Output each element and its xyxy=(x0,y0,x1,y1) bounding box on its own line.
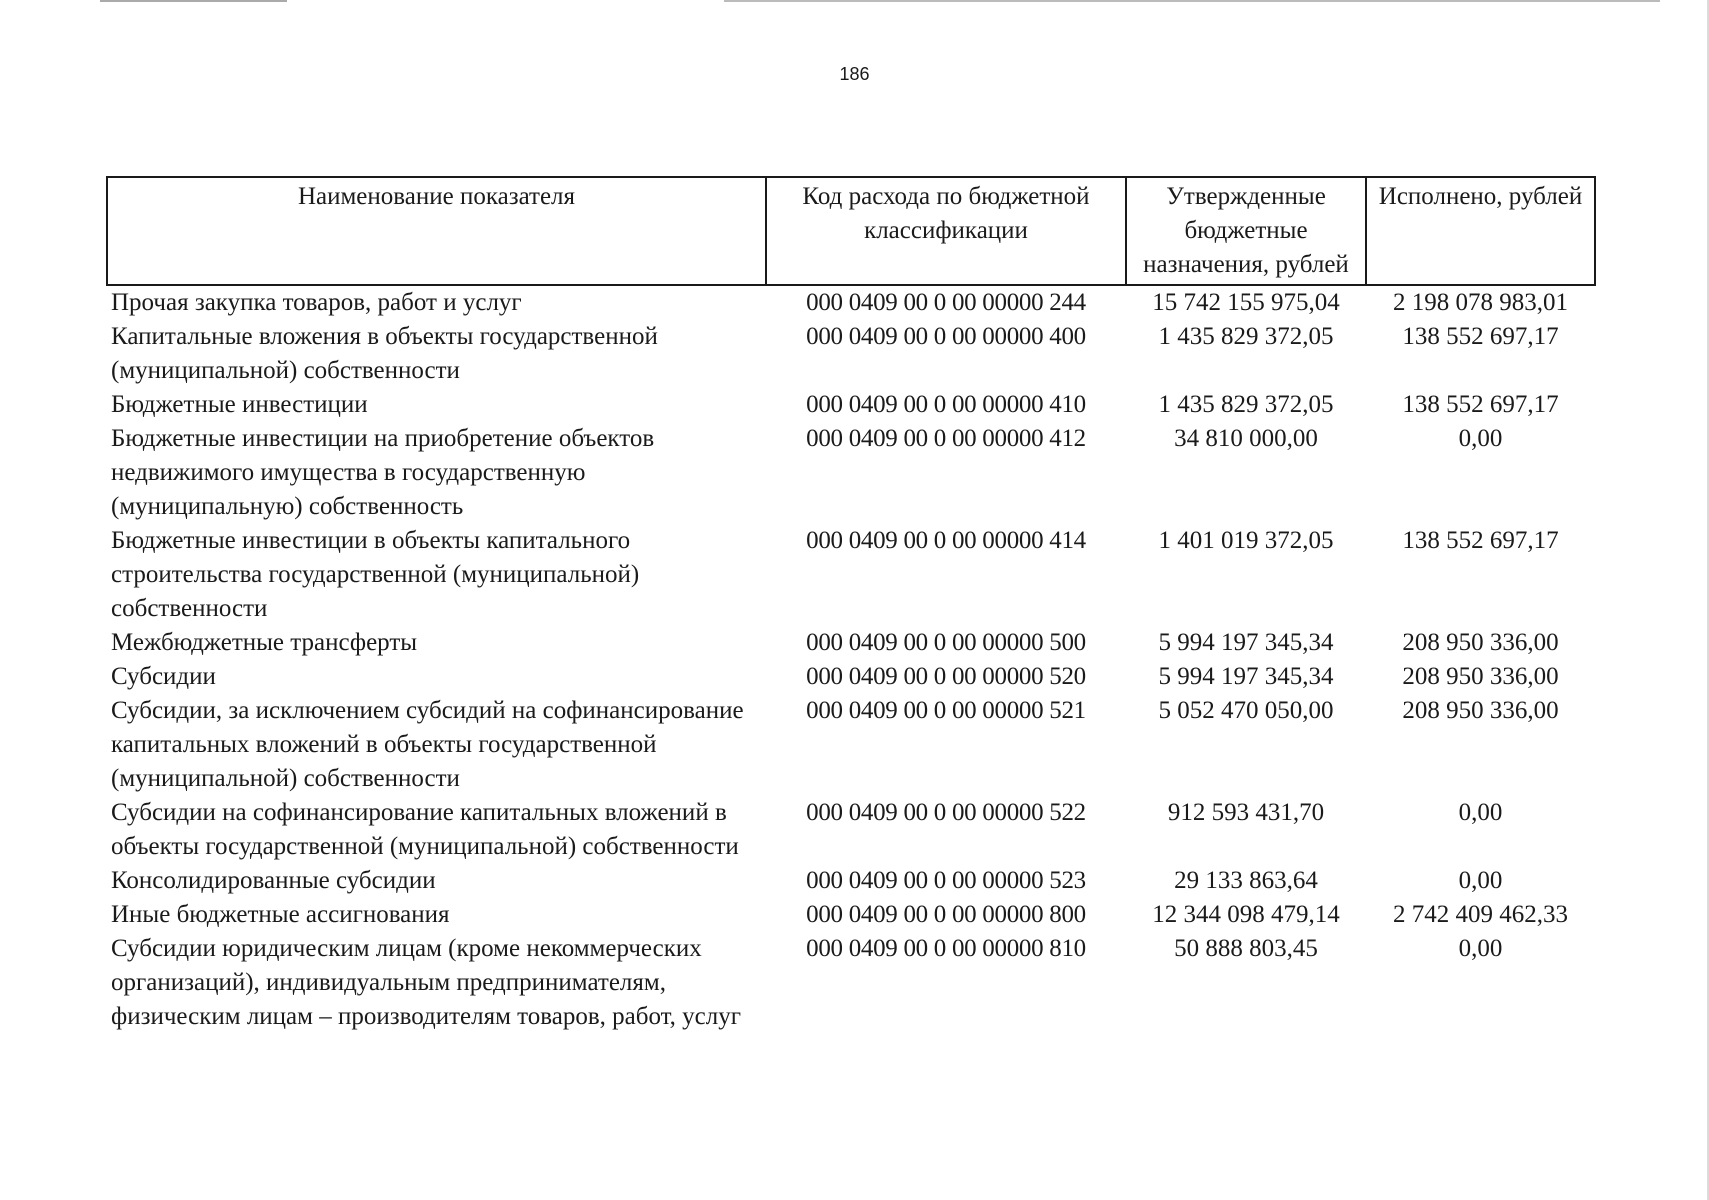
row-name: Консолидированные субсидии xyxy=(111,867,436,894)
row-code: 000 0409 00 0 00 00000 810 xyxy=(806,935,1086,962)
scan-edge-top xyxy=(100,0,1660,2)
row-approved: 12 344 098 479,14 xyxy=(1152,901,1340,928)
header-code: Код расхода по бюджетной классификации xyxy=(766,177,1126,285)
row-name: Межбюджетные трансферты xyxy=(111,629,418,656)
row-approved: 1 435 829 372,05 xyxy=(1158,391,1334,418)
header-executed: Исполнено, рублей xyxy=(1366,177,1595,285)
page-number: 186 xyxy=(839,64,870,84)
row-name: Субсидии юридическим лицам (кроме некоммерческих организаций), индивидуальным предпринимателям, физическим лицам – производителям товаров, работ, услуг xyxy=(111,935,742,1030)
row-code: 000 0409 00 0 00 00000 520 xyxy=(806,663,1086,690)
table-row xyxy=(107,932,1595,1034)
row-code: 000 0409 00 0 00 00000 412 xyxy=(806,425,1086,452)
table-body xyxy=(107,285,1595,1034)
row-code: 000 0409 00 0 00 00000 410 xyxy=(806,391,1086,418)
row-name: Иные бюджетные ассигнования xyxy=(111,901,450,928)
table-row xyxy=(107,422,1595,524)
header-row xyxy=(107,177,1595,285)
row-approved: 50 888 803,45 xyxy=(1174,935,1318,962)
row-executed: 138 552 697,17 xyxy=(1402,527,1559,554)
row-executed: 0,00 xyxy=(1458,799,1503,826)
table-row xyxy=(107,388,1595,422)
row-approved: 1 435 829 372,05 xyxy=(1158,323,1334,350)
row-executed: 0,00 xyxy=(1458,867,1503,894)
row-approved: 5 052 470 050,00 xyxy=(1158,697,1334,724)
row-code: 000 0409 00 0 00 00000 521 xyxy=(806,697,1086,724)
row-executed: 208 950 336,00 xyxy=(1402,663,1559,690)
row-name: Капитальные вложения в объекты государственной (муниципальной) собственности xyxy=(111,323,658,384)
table-row xyxy=(107,796,1595,864)
row-name: Субсидии, за исключением субсидий на софинансирование капитальных вложений в объекты государственной (муниципальной) собственности xyxy=(111,697,744,792)
row-code: 000 0409 00 0 00 00000 414 xyxy=(806,527,1086,554)
row-approved: 5 994 197 345,34 xyxy=(1158,629,1334,656)
row-code: 000 0409 00 0 00 00000 500 xyxy=(806,629,1086,656)
row-name: Бюджетные инвестиции xyxy=(111,391,368,418)
table-header xyxy=(107,177,1595,285)
row-executed: 0,00 xyxy=(1458,935,1503,962)
row-name: Бюджетные инвестиции в объекты капитального строительства государственной (муниципальной) собственности xyxy=(111,527,640,622)
row-approved: 5 994 197 345,34 xyxy=(1158,663,1334,690)
header-name: Наименование показателя xyxy=(107,177,766,285)
row-executed: 208 950 336,00 xyxy=(1402,629,1559,656)
row-executed: 208 950 336,00 xyxy=(1402,697,1559,724)
row-executed: 0,00 xyxy=(1458,425,1503,452)
row-code: 000 0409 00 0 00 00000 523 xyxy=(806,867,1086,894)
table-row xyxy=(107,660,1595,694)
header-approved: Утвержденные бюджетные назначения, рублей xyxy=(1126,177,1366,285)
table-row xyxy=(107,626,1595,660)
table-row xyxy=(107,320,1595,388)
row-code: 000 0409 00 0 00 00000 244 xyxy=(806,289,1086,316)
row-approved: 912 593 431,70 xyxy=(1167,799,1325,826)
row-approved: 15 742 155 975,04 xyxy=(1152,289,1340,316)
row-name: Бюджетные инвестиции на приобретение объектов недвижимого имущества в государственную (муниципальную) собственность xyxy=(111,425,655,520)
row-approved: 29 133 863,64 xyxy=(1174,867,1318,894)
row-executed: 138 552 697,17 xyxy=(1402,391,1559,418)
row-code: 000 0409 00 0 00 00000 400 xyxy=(806,323,1086,350)
row-approved: 34 810 000,00 xyxy=(1174,425,1318,452)
row-code: 000 0409 00 0 00 00000 522 xyxy=(806,799,1086,826)
row-name: Прочая закупка товаров, работ и услуг xyxy=(111,289,522,316)
table-row xyxy=(107,864,1595,898)
budget-table xyxy=(106,176,1596,1034)
row-approved: 1 401 019 372,05 xyxy=(1158,527,1334,554)
row-executed: 2 198 078 983,01 xyxy=(1393,289,1568,316)
table-row xyxy=(107,285,1595,320)
table-row xyxy=(107,694,1595,796)
row-name: Субсидии xyxy=(111,663,216,690)
table-row xyxy=(107,898,1595,932)
row-name: Субсидии на софинансирование капитальных вложений в объекты государственной (муниципальной) собственности xyxy=(111,799,739,860)
table-row xyxy=(107,524,1595,626)
row-code: 000 0409 00 0 00 00000 800 xyxy=(806,901,1086,928)
row-executed: 2 742 409 462,33 xyxy=(1393,901,1568,928)
row-executed: 138 552 697,17 xyxy=(1402,323,1559,350)
